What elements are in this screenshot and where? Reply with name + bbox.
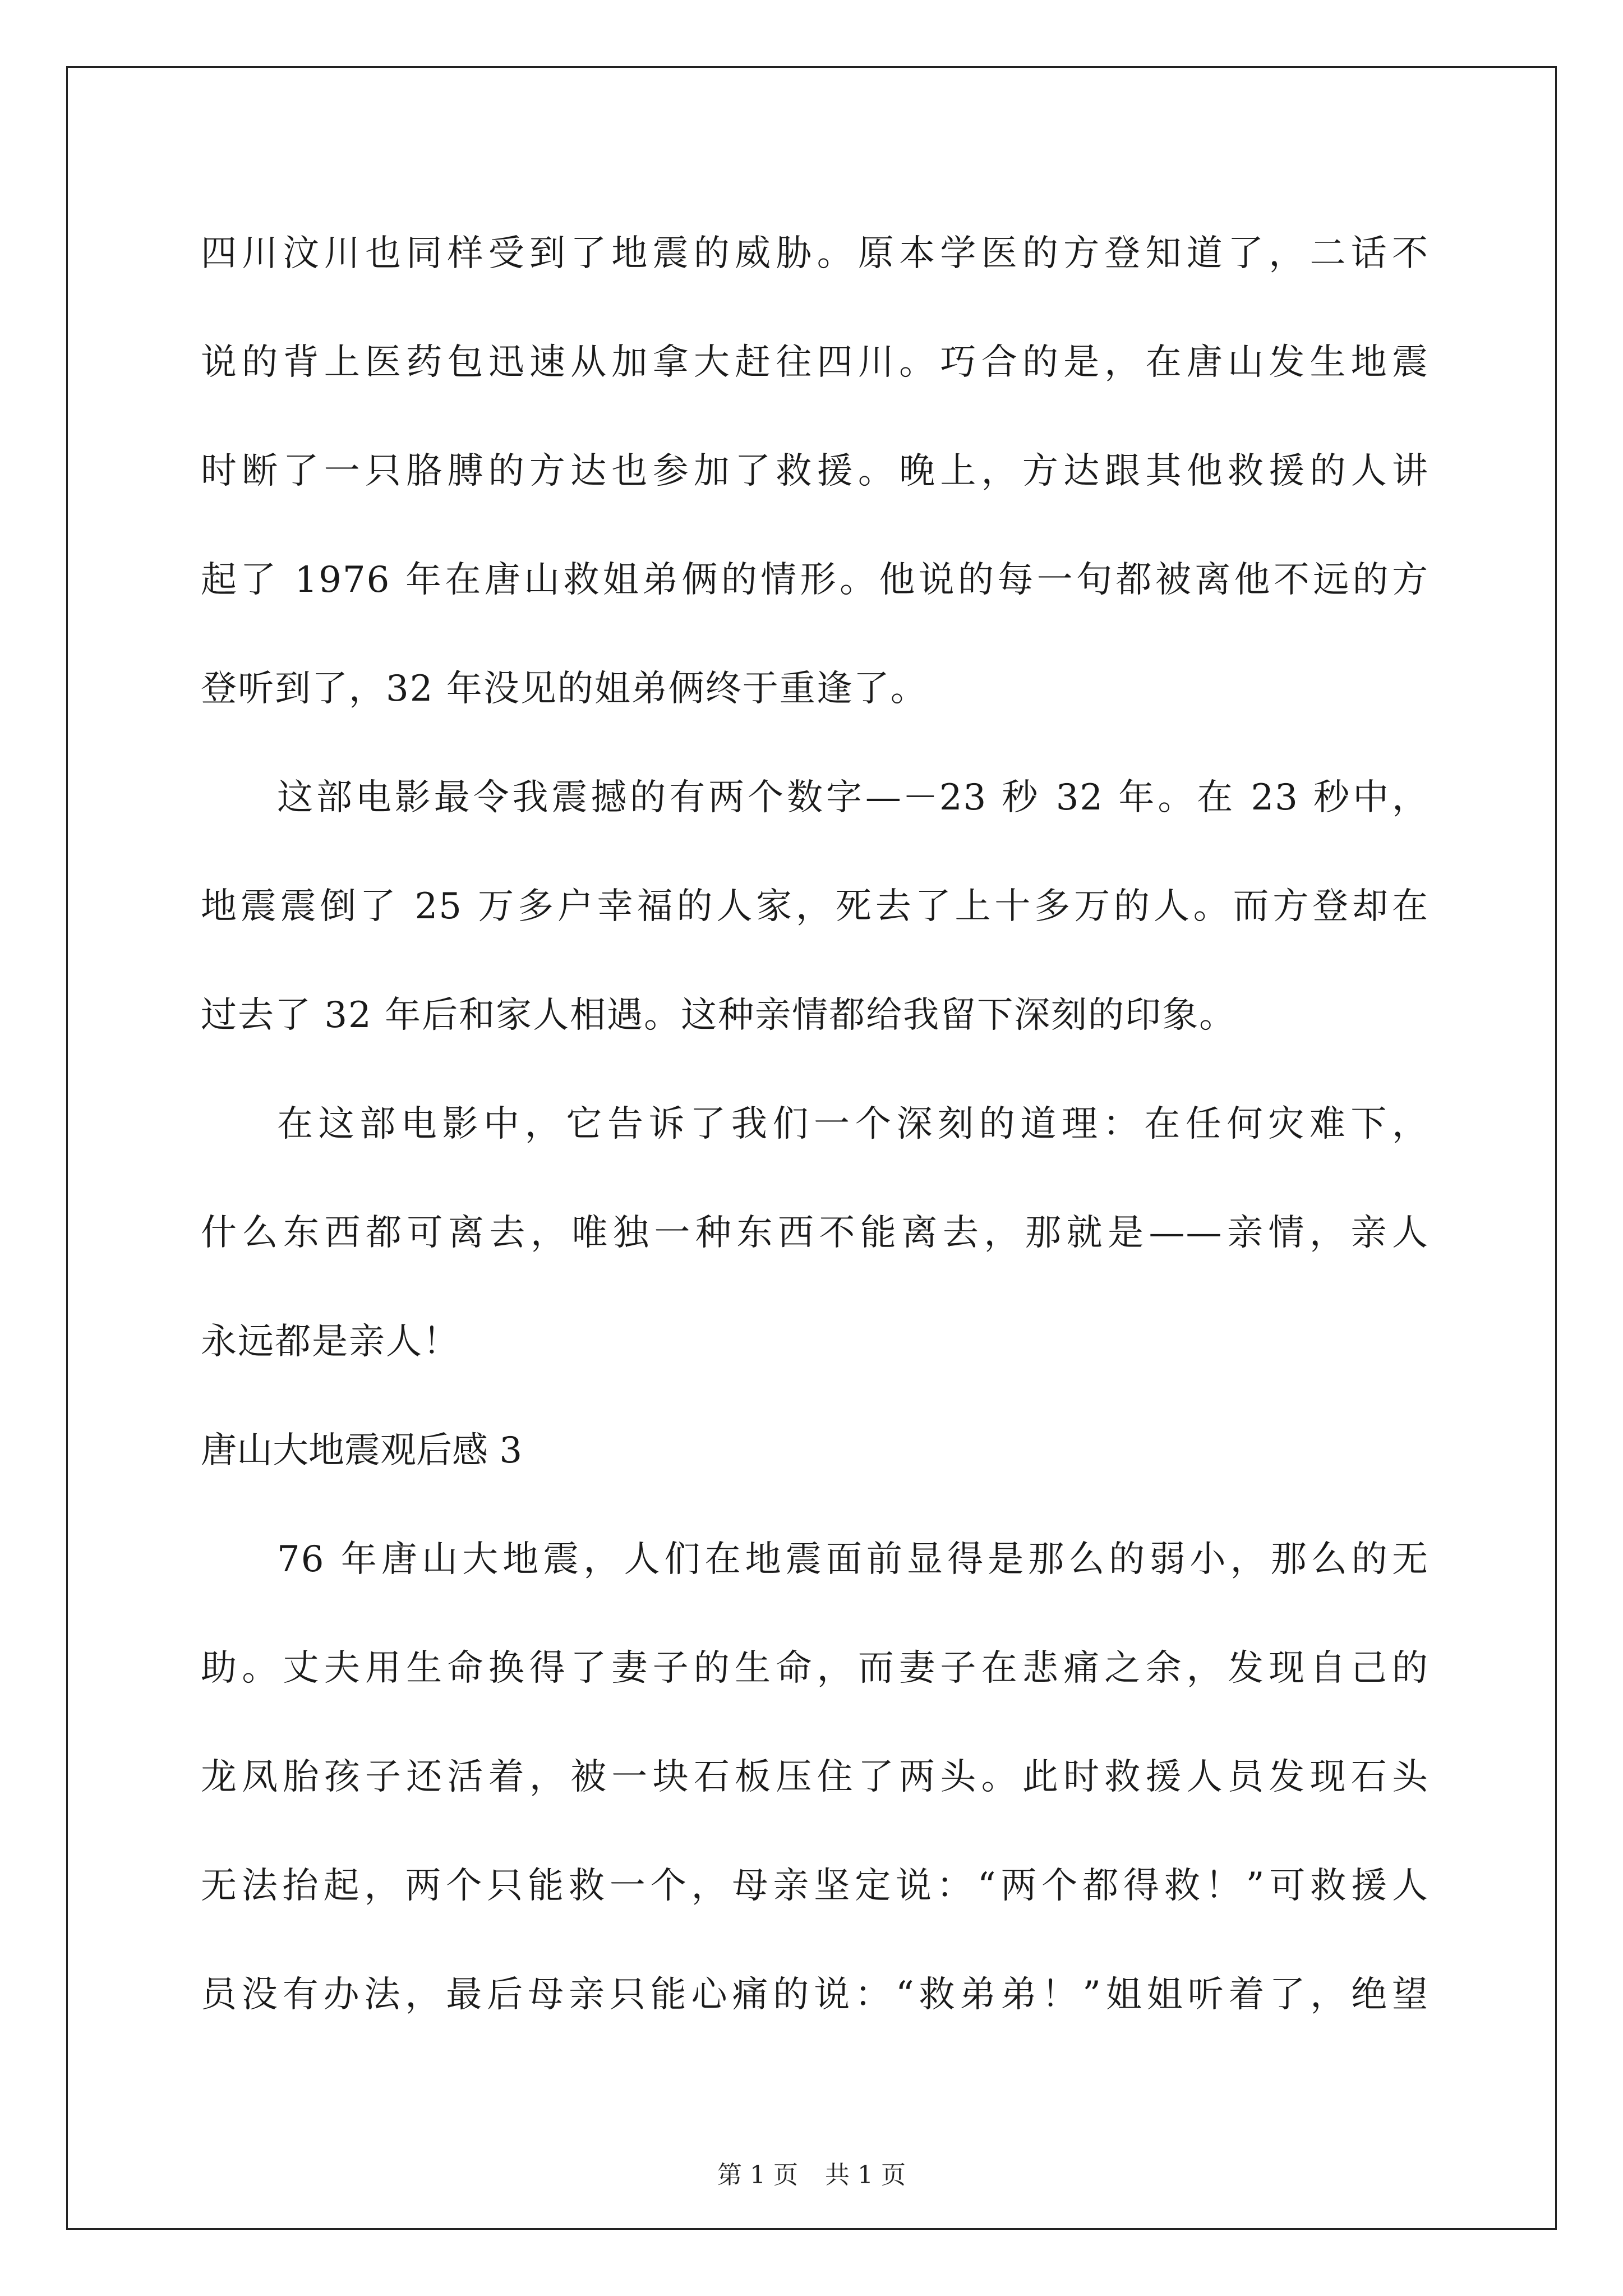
text-line: 76 年唐山大地震，人们在地震面前显得是那么的弱小，那么的无 <box>277 1539 1429 1580</box>
text-line: 这部电影最令我震撼的有两个数字—－23 秒 32 年。在 23 秒中， <box>277 777 1429 818</box>
text-line: 起了 1976 年在唐山救姐弟俩的情形。他说的每一句都被离他不远的方 <box>201 559 1429 601</box>
text-line: 在这部电影中，它告诉了我们一个深刻的道理：在任何灾难下， <box>277 1103 1429 1145</box>
text-line: 助。丈夫用生命换得了妻子的生命，而妻子在悲痛之余，发现自己的 <box>201 1648 1429 1689</box>
text-line: 无法抬起，两个只能救一个，母亲坚定说：“两个都得救！”可救援人 <box>201 1865 1429 1907</box>
text-line: 四川汶川也同样受到了地震的威胁。原本学医的方登知道了，二话不 <box>201 233 1429 274</box>
text-line: 时断了一只胳膊的方达也参加了救援。晚上，方达跟其他救援的人讲 <box>201 450 1429 492</box>
text-line: 说的背上医药包迅速从加拿大赶往四川。巧合的是，在唐山发生地震 <box>201 342 1429 383</box>
text-line: 永远都是亲人！ <box>201 1321 460 1363</box>
page-total: 共 1 页 <box>825 2161 906 2189</box>
document-body <box>201 199 1429 2049</box>
page-footer <box>0 2159 1623 2192</box>
page-number: 第 1 页 <box>717 2161 798 2189</box>
text-line: 过去了 32 年后和家人相遇。这种亲情都给我留下深刻的印象。 <box>201 995 1237 1036</box>
text-line: 员没有办法，最后母亲只能心痛的说：“救弟弟！”姐姐听着了，绝望 <box>201 1974 1429 2016</box>
section-heading: 唐山大地震观后感 3 <box>201 1430 523 1471</box>
text-line: 地震震倒了 25 万多户幸福的人家，死去了上十多万的人。而方登却在 <box>201 886 1429 927</box>
text-line: 龙凤胎孩子还活着，被一块石板压住了两头。此时救援人员发现石头 <box>201 1756 1429 1798</box>
text-line: 登听到了，32 年没见的姐弟俩终于重逢了。 <box>201 668 928 710</box>
text-line: 什么东西都可离去，唯独一种东西不能离去，那就是——亲情，亲人 <box>201 1212 1429 1254</box>
